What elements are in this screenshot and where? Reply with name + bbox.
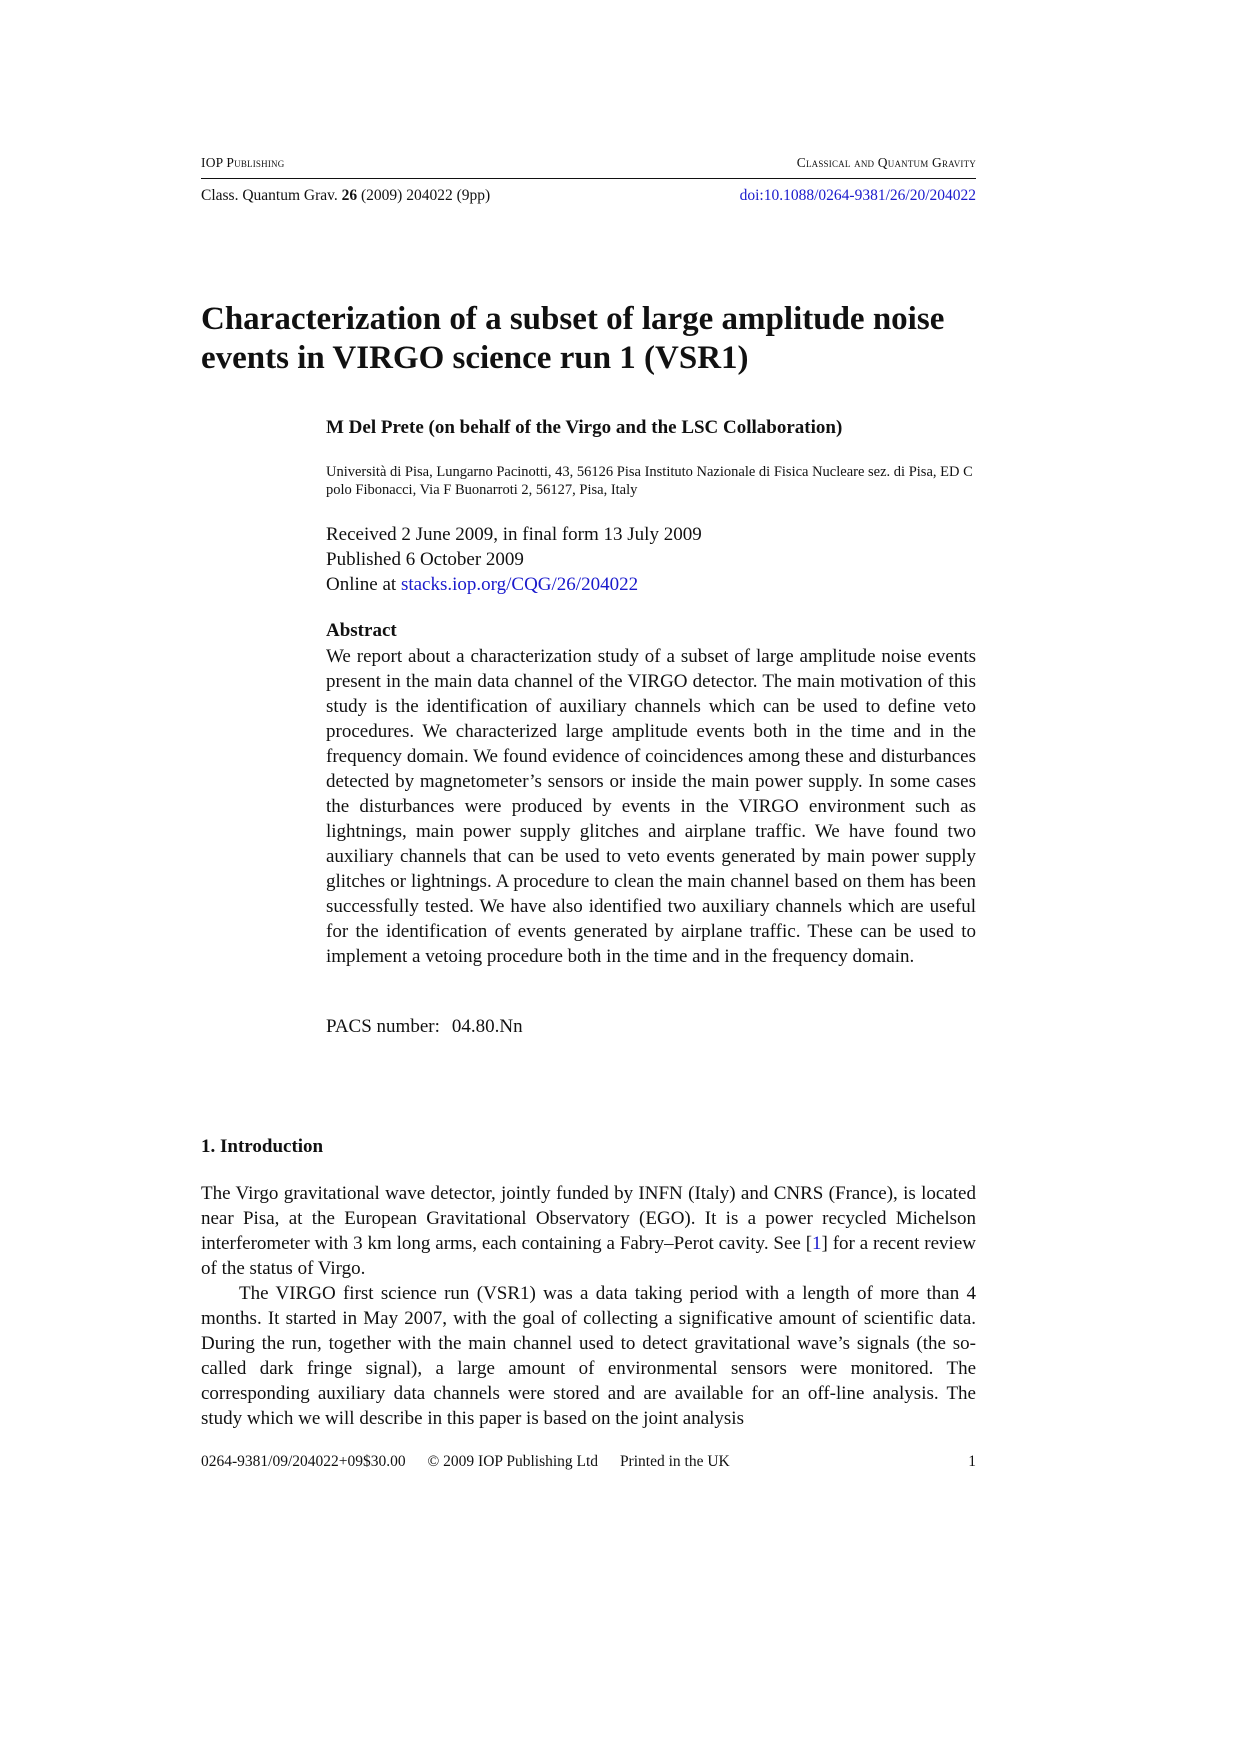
- online-line: [326, 572, 976, 597]
- reference-link[interactable]: 1: [812, 1233, 822, 1254]
- published-date: Published 6 October 2009: [326, 549, 524, 570]
- section-heading: 1. Introduction: [201, 1136, 324, 1157]
- abstract-heading: Abstract: [326, 620, 397, 641]
- footer-info: [201, 1453, 748, 1471]
- citation-line: [201, 187, 976, 205]
- online-link[interactable]: stacks.iop.org/CQG/26/204022: [400, 574, 639, 595]
- authors: M Del Prete (on behalf of the Virgo and the LSC Collaboration): [326, 417, 843, 438]
- pacs-line: [326, 1016, 976, 1038]
- running-header: [201, 155, 976, 171]
- affiliation: Università di Pisa, Lungarno Pacinotti, 43, 56126 Pisa Instituto Nazionale di Fisica Nucleare sez. di Pisa, ED C polo Fibonacci, Via F Buonarroti 2, 56127, Pisa, Italy: [326, 464, 973, 498]
- copyright: © 2009 IOP Publishing Ltd: [427, 1453, 599, 1470]
- intro-paragraph-1: [201, 1181, 976, 1281]
- header-rule: [201, 178, 976, 179]
- journal-name: Classical and Quantum Gravity: [796, 155, 976, 170]
- printed-note: Printed in the UK: [619, 1453, 730, 1470]
- publisher-name: IOP Publishing: [201, 155, 285, 170]
- citation-prefix: Class. Quantum Grav.: [201, 187, 342, 204]
- intro-p1-text: The Virgo gravitational wave detector, jointly funded by INFN (Italy) and CNRS (France), is located near Pisa, at the European Gravitational Observatory (EGO). It is a power recycled Michelson interferometer with 3 km long arms, each containing a Fabry–Perot cavity. See [: [201, 1183, 976, 1254]
- online-prefix: Online at: [326, 574, 401, 595]
- article-code: 0264-9381/09/204022+09$30.00: [201, 1453, 406, 1470]
- doi-link[interactable]: doi:10.1088/0264-9381/26/20/204022: [739, 187, 976, 204]
- paper-title: Characterization of a subset of large amplitude noise events in VIRGO science run 1 (VSR1): [201, 301, 945, 376]
- page-number: 1: [968, 1453, 976, 1470]
- publication-dates: [326, 522, 976, 597]
- pacs-value: 04.80.Nn: [451, 1016, 523, 1037]
- abstract-text: We report about a characterization study of a subset of large amplitude noise events present in the main data channel of the VIRGO detector. The main motivation of this study is the identification of auxiliary channels which can be used to define veto procedures. We characterized large amplitude events both in the time and in the frequency domain. We found evidence of coincidences among these and disturbances detected by magnetometer’s sensors or inside the main power supply. In some cases the disturbances were produced by events in the VIRGO environment such as lightnings, main power supply glitches and airplane traffic. We have found two auxiliary channels that can be used to veto events generated by main power supply glitches or lightnings. A procedure to clean the main channel based on them has been successfully tested. We have also identified two auxiliary channels which are useful for the identification of events generated by airplane traffic. These can be used to implement a vetoing procedure both in the time and in the frequency domain.: [326, 646, 976, 967]
- citation-volume: 26: [341, 187, 358, 204]
- intro-paragraph-2: The VIRGO first science run (VSR1) was a data taking period with a length of more than 4 months. It started in May 2007, with the goal of collecting a significative amount of scientific data. During the run, together with the main channel used to detect gravitational wave’s signals (the so-called dark fringe signal), a large amount of environmental sensors were monitored. The corresponding auxiliary data channels were stored and are available for an off-line analysis. The study which we will describe in this paper is based on the joint analysis: [201, 1283, 976, 1429]
- pacs-label: PACS number:: [326, 1016, 440, 1037]
- intro-p1-text-end: ] for a recent review of the status of Virgo.: [201, 1233, 976, 1279]
- citation-suffix: (2009) 204022 (9pp): [357, 187, 491, 204]
- received-date: Received 2 June 2009, in final form 13 July 2009: [326, 524, 702, 545]
- citation: [201, 187, 490, 205]
- page-footer: [201, 1453, 976, 1471]
